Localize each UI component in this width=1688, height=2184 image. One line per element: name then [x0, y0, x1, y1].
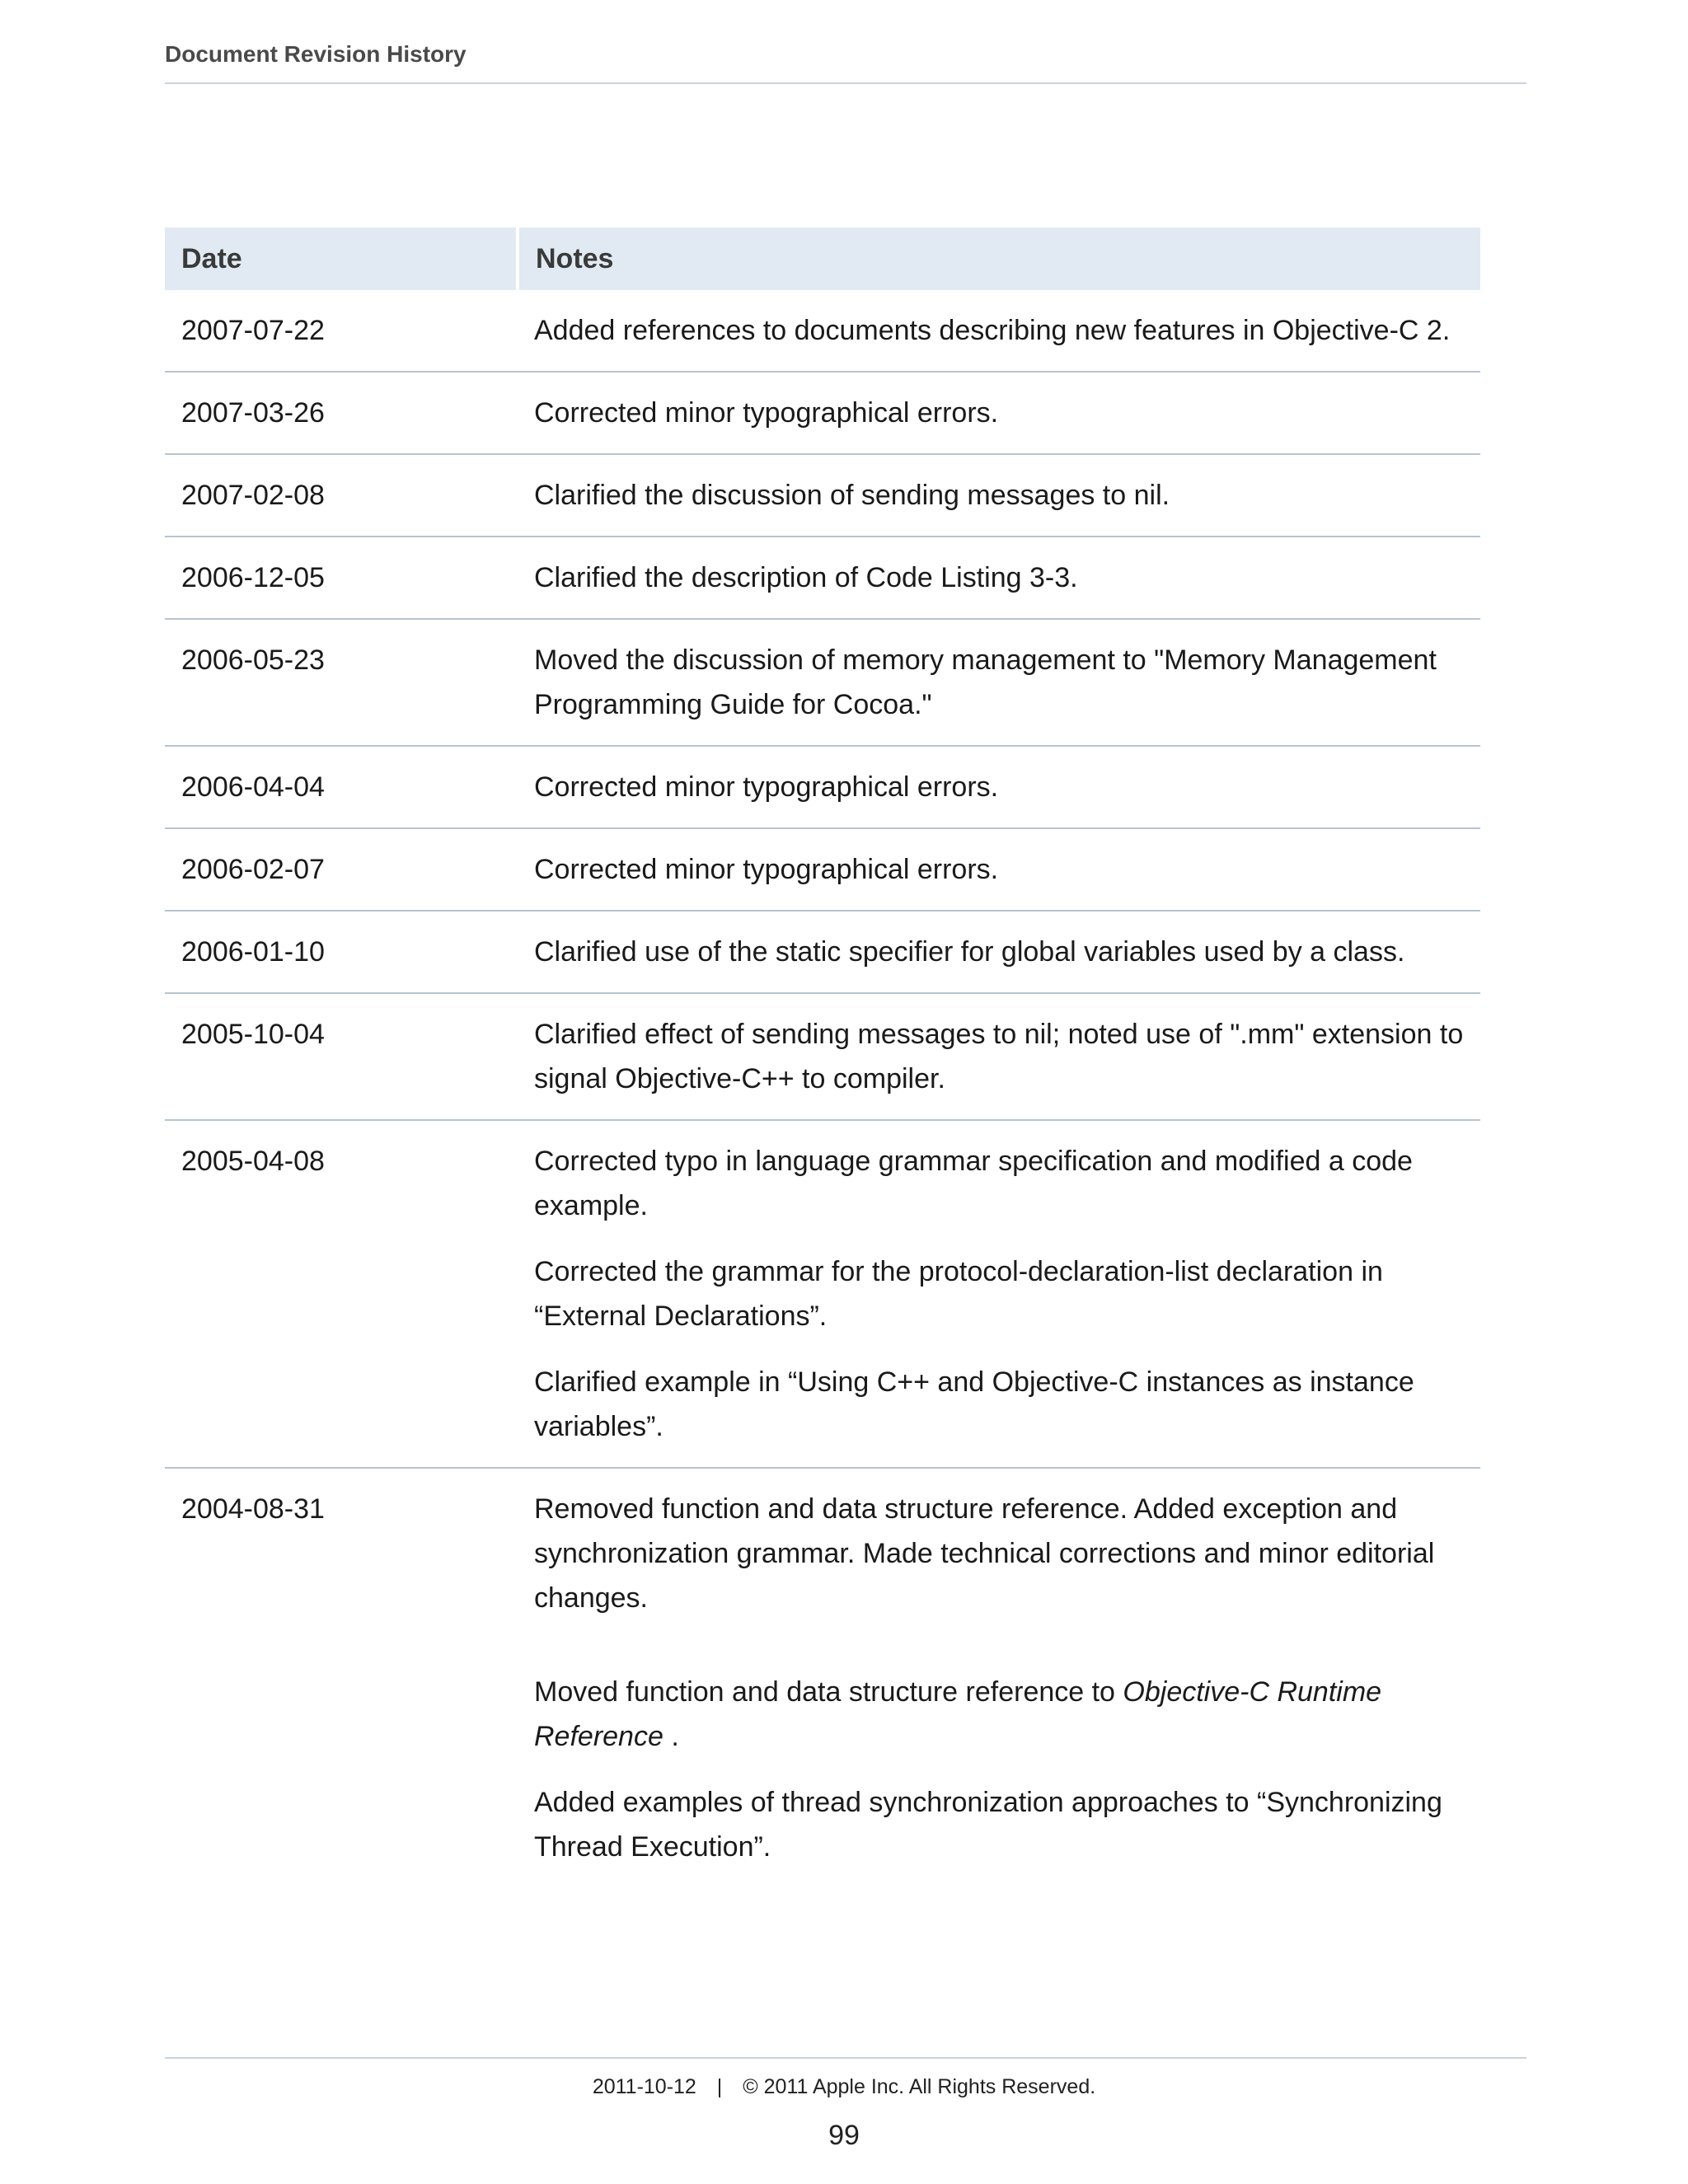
revision-date: 2005-10-04	[165, 993, 518, 1120]
note-text-suffix: .	[663, 1721, 679, 1752]
revision-notes	[518, 746, 1480, 828]
note-text: Added examples of thread synchronization approaches to “Synchronizing Thread Execution”.	[534, 1787, 1442, 1863]
note-paragraph	[534, 391, 1464, 435]
table-row	[165, 290, 1480, 372]
note-paragraph	[534, 555, 1464, 600]
table-row	[165, 993, 1480, 1120]
revision-notes	[518, 993, 1480, 1120]
note-text: Clarified the discussion of sending messages to nil.	[534, 480, 1170, 511]
page-header	[165, 38, 1526, 84]
table-row	[165, 372, 1480, 454]
footer-copyright: © 2011 Apple Inc. All Rights Reserved.	[743, 2075, 1096, 2098]
revision-date: 2007-02-08	[165, 454, 518, 537]
column-header-date: Date	[165, 227, 518, 290]
revision-notes	[518, 828, 1480, 911]
note-paragraph	[534, 930, 1464, 974]
footer-date: 2011-10-12	[592, 2075, 696, 2098]
revision-notes	[518, 537, 1480, 619]
table-header-row	[165, 227, 1480, 290]
note-paragraph	[534, 1780, 1464, 1869]
note-paragraph	[534, 1249, 1464, 1338]
note-text: Removed function and data structure reference. Added exception and synchronization grammar. Made technical corrections and minor editorial changes.	[534, 1493, 1435, 1614]
note-text: Corrected minor typographical errors.	[534, 397, 999, 429]
table-row	[165, 454, 1480, 537]
table-row	[165, 911, 1480, 993]
note-text: Corrected typo in language grammar specification and modified a code example.	[534, 1146, 1413, 1221]
note-paragraph	[534, 308, 1464, 353]
note-text: Clarified effect of sending messages to nil; noted use of ".mm" extension to signal Objective-C++ to compiler.	[534, 1019, 1464, 1094]
note-paragraph	[534, 1670, 1464, 1759]
revision-notes	[518, 372, 1480, 454]
note-text: Added references to documents describing new features in Objective-C 2.	[534, 315, 1451, 346]
footer-rule	[165, 2057, 1526, 2059]
revision-date: 2007-03-26	[165, 372, 518, 454]
revision-date: 2007-07-22	[165, 290, 518, 372]
note-paragraph	[534, 1360, 1464, 1449]
header-title: Document Revision History	[165, 41, 467, 67]
revision-notes	[518, 1120, 1480, 1468]
table-row	[165, 619, 1480, 746]
revision-date: 2006-05-23	[165, 619, 518, 746]
note-paragraph	[534, 1012, 1464, 1101]
note-text: Moved the discussion of memory management to "Memory Management Programming Guide for Cocoa."	[534, 644, 1437, 720]
document-reference: Objective-C Runtime Reference	[534, 1676, 1382, 1752]
note-paragraph	[534, 638, 1464, 727]
note-text: Moved function and data structure reference to	[534, 1676, 1123, 1708]
revision-date: 2006-04-04	[165, 746, 518, 828]
revision-date: 2006-02-07	[165, 828, 518, 911]
table-row	[165, 746, 1480, 828]
note-text: Corrected minor typographical errors.	[534, 771, 999, 803]
page-footer	[0, 2075, 1688, 2099]
table-row	[165, 828, 1480, 911]
note-text: Corrected the grammar for the protocol-declaration-list declaration in “External Declarations”.	[534, 1256, 1383, 1332]
revision-notes	[518, 290, 1480, 372]
note-paragraph	[534, 847, 1464, 892]
revision-date: 2004-08-31	[181, 1493, 325, 1525]
note-text: Clarified use of the static specifier for global variables used by a class.	[534, 936, 1405, 968]
note-paragraph	[534, 1139, 1464, 1228]
note-paragraph	[534, 1487, 1464, 1620]
page-number: 99	[828, 2120, 860, 2151]
revision-date: 2005-04-08	[165, 1120, 518, 1468]
revision-notes	[518, 911, 1480, 993]
footer-separator: |	[716, 2075, 723, 2098]
note-text: Clarified the description of Code Listing 3-3.	[534, 562, 1078, 593]
revision-notes	[518, 1468, 1480, 1887]
note-paragraph	[534, 473, 1464, 518]
revision-table	[165, 227, 1480, 1887]
column-header-notes: Notes	[518, 227, 1480, 290]
revision-date: 2006-12-05	[165, 537, 518, 619]
table-row	[165, 537, 1480, 619]
note-text: Clarified example in “Using C++ and Objective-C instances as instance variables”.	[534, 1366, 1414, 1442]
note-paragraph	[534, 765, 1464, 809]
table-row	[165, 1468, 1480, 1887]
revision-date: 2006-01-10	[165, 911, 518, 993]
revision-notes	[518, 619, 1480, 746]
revision-notes	[518, 454, 1480, 537]
table-row	[165, 1120, 1480, 1468]
note-text: Corrected minor typographical errors.	[534, 854, 999, 885]
table-body	[165, 290, 1480, 1887]
